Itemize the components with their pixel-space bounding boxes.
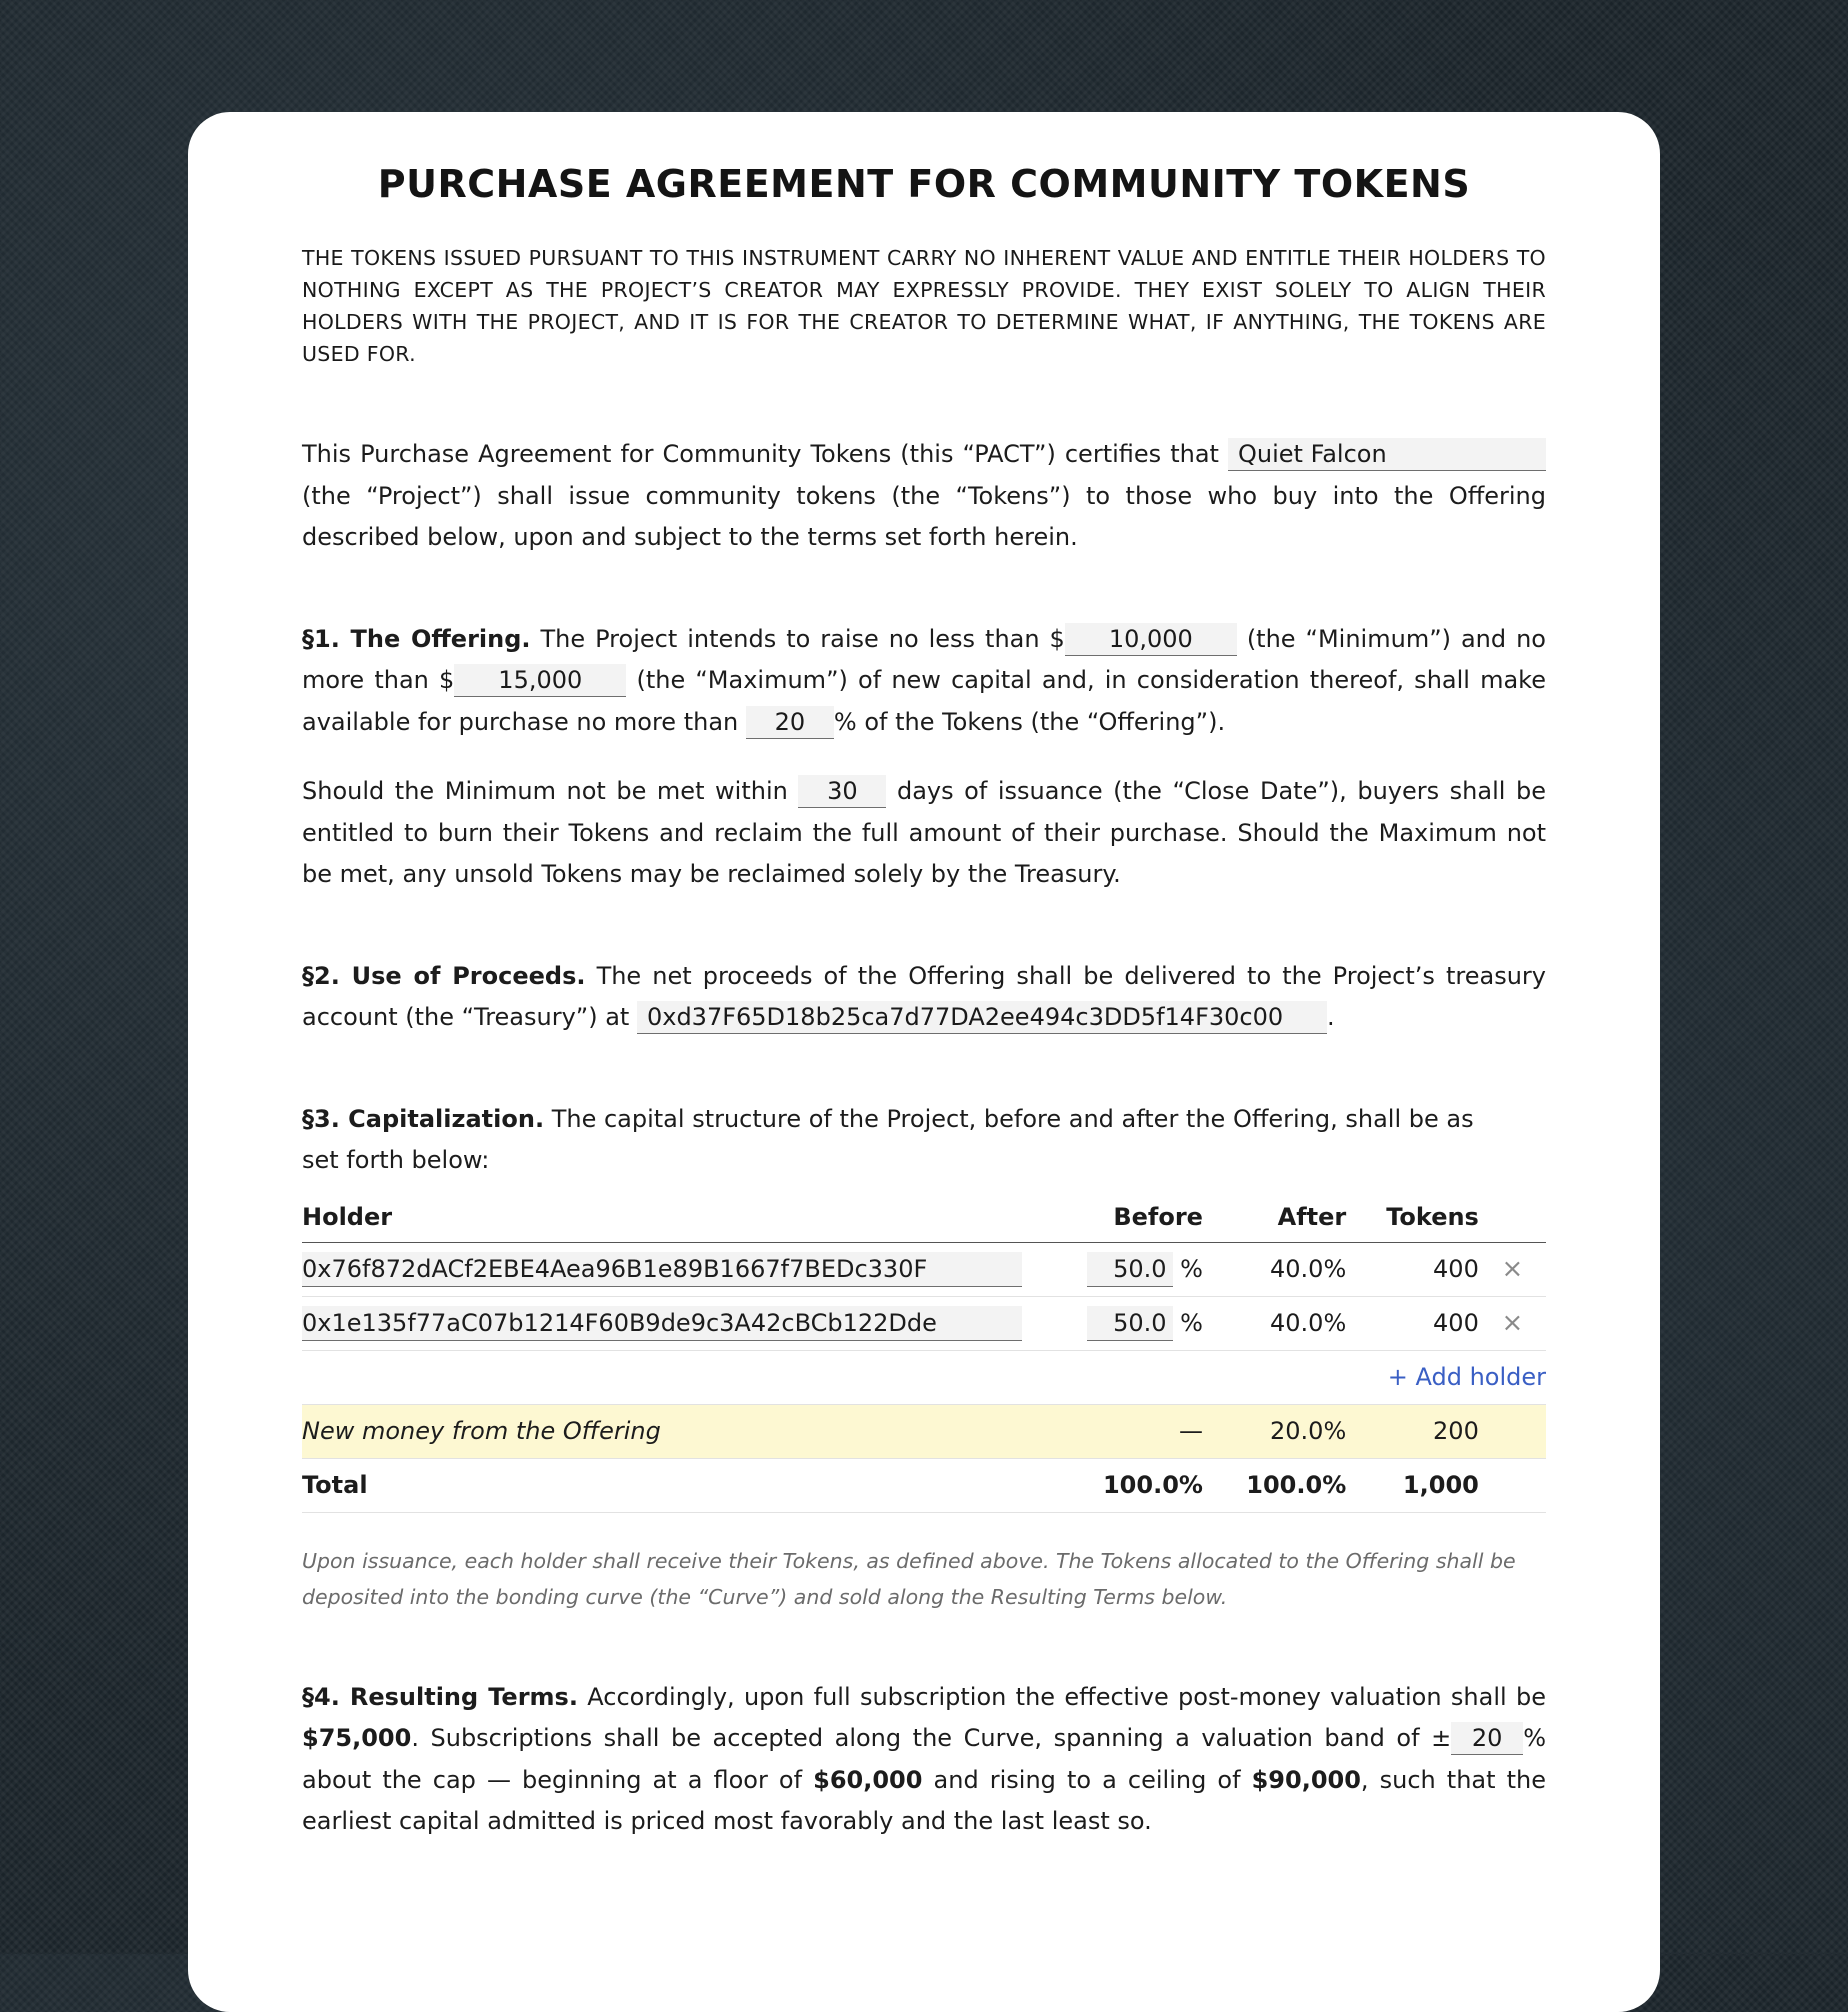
intro-text-before: This Purchase Agreement for Community Tokens (this “PACT”) certifies that <box>302 440 1219 468</box>
proceeds-text-2: . <box>1326 1003 1335 1031</box>
proceeds-text-1: The net proceeds of the Offering shall be delivered to the Project’s treasury account (the “Treasury”) at <box>302 961 1547 1031</box>
percent-sign: % <box>1180 1254 1203 1283</box>
offering-paragraph-2 <box>302 771 1546 896</box>
before-percent-input[interactable]: 50.0 <box>1087 1252 1173 1287</box>
total-actions <box>1479 1458 1546 1512</box>
token-count: 400 <box>1346 1242 1479 1296</box>
section-resulting-terms <box>302 1677 1546 1843</box>
holder-address-input[interactable]: 0x1e135f77aC07b1214F60B9de9c3A42cBCb122Dde <box>302 1306 1022 1341</box>
agreement-card <box>188 112 1660 2012</box>
close-text-1: Should the Minimum not be met within <box>302 777 788 805</box>
terms-text-2: . Subscriptions shall be accepted along the Curve, spanning a valuation band of ± <box>411 1724 1452 1752</box>
remove-holder-icon[interactable]: × <box>1479 1242 1546 1296</box>
section-proceeds <box>302 956 1546 1039</box>
intro-text-after: (the “Project”) shall issue community tokens (the “Tokens”) to those who buy into the Offering described below, upon and subject to the terms set forth herein. <box>302 481 1546 551</box>
total-after: 100.0% <box>1203 1458 1346 1512</box>
section-offering <box>302 619 1546 896</box>
add-holder-row <box>302 1350 1546 1404</box>
treasury-address-field[interactable]: 0xd37F65D18b25ca7d77DA2ee494c3DD5f14F30c00 <box>637 1001 1327 1034</box>
minimum-field[interactable]: 10,000 <box>1065 623 1237 656</box>
add-holder-button[interactable]: + Add holder <box>1387 1363 1546 1391</box>
table-row <box>302 1296 1546 1350</box>
capitalization-note: Upon issuance, each holder shall receive their Tokens, as defined above. The Tokens allocated to the Offering shall be deposited into the bonding curve (the “Curve”) and sold along the Resulting Terms below. <box>302 1548 1516 1609</box>
offering-text-4: % of the Tokens (the “Offering”). <box>833 707 1226 736</box>
valuation-floor: $60,000 <box>813 1765 923 1794</box>
offering-row <box>302 1404 1546 1458</box>
total-tokens: 1,000 <box>1346 1458 1479 1512</box>
before-percent-input[interactable]: 50.0 <box>1087 1306 1173 1341</box>
section-4-heading: §4. Resulting Terms. <box>302 1682 578 1711</box>
column-actions <box>1479 1202 1546 1243</box>
table-row <box>302 1242 1546 1296</box>
maximum-field[interactable]: 15,000 <box>454 664 626 697</box>
section-capitalization <box>302 1099 1546 1615</box>
proceeds-paragraph <box>302 956 1546 1039</box>
total-label: Total <box>302 1458 1087 1512</box>
disclaimer: THE TOKENS ISSUED PURSUANT TO THIS INSTRUMENT CARRY NO INHERENT VALUE AND ENTITLE THEIR HOLDERS TO NOTHING EXCEPT AS THE PROJECT’S CREATOR MAY EXPRESSLY PROVIDE. THEY EXIST SOLELY TO ALIGN THEIR HOLDERS WITH THE PROJECT, AND IT IS FOR THE CREATOR TO DETERMINE WHAT, IF ANYTHING, THE TOKENS ARE USED FOR. <box>302 246 1546 366</box>
total-row <box>302 1458 1546 1512</box>
offering-text-2: (the “Minimum”) and no more than $ <box>302 624 1546 694</box>
offering-paragraph-1 <box>302 619 1546 744</box>
intro-paragraph <box>302 434 1546 559</box>
close-text-2: days of issuance (the “Close Date”), buyers shall be entitled to burn their Tokens and reclaim the full amount of their purchase. Should the Maximum not be met, any unsold Tokens may be reclaimed solely by the Treasury. <box>302 777 1546 888</box>
offering-tokens: 200 <box>1346 1404 1479 1458</box>
terms-text-3: % about the cap — beginning at a floor of <box>302 1724 1546 1794</box>
percent-sign: % <box>1180 1308 1203 1337</box>
terms-text-1: Accordingly, upon full subscription the effective post-money valuation shall be <box>587 1682 1546 1711</box>
valuation-ceiling: $90,000 <box>1251 1765 1361 1794</box>
after-percent: 40.0% <box>1203 1296 1346 1350</box>
offering-text-3: (the “Maximum”) of new capital and, in consideration thereof, shall make available for purchase no more than <box>302 666 1546 736</box>
section-2-heading: §2. Use of Proceeds. <box>302 961 586 990</box>
section-3-heading: §3. Capitalization. <box>302 1104 545 1133</box>
offering-actions <box>1479 1404 1546 1458</box>
token-count: 400 <box>1346 1296 1479 1350</box>
offering-percent-field[interactable]: 20 <box>746 706 834 739</box>
post-money-valuation: $75,000 <box>302 1724 412 1752</box>
page-title: PURCHASE AGREEMENT FOR COMMUNITY TOKENS <box>377 162 1471 206</box>
remove-holder-icon[interactable]: × <box>1479 1296 1546 1350</box>
capitalization-text: The capital structure of the Project, before and after the Offering, shall be as set forth below: <box>302 1104 1474 1174</box>
capitalization-paragraph <box>302 1099 1546 1182</box>
total-before: 100.0% <box>1087 1458 1203 1512</box>
table-header-row <box>302 1202 1546 1243</box>
column-holder: Holder <box>302 1202 1087 1243</box>
section-1-heading: §1. The Offering. <box>302 624 531 653</box>
column-tokens: Tokens <box>1346 1202 1479 1243</box>
column-after: After <box>1203 1202 1346 1243</box>
terms-text-4: and rising to a ceiling of <box>933 1765 1241 1794</box>
resulting-terms-paragraph <box>302 1677 1546 1843</box>
offering-text-1: The Project intends to raise no less than $ <box>540 624 1065 653</box>
offering-before: — <box>1087 1404 1203 1458</box>
holder-address-input[interactable]: 0x76f872dACf2EBE4Aea96B1e89B1667f7BEDc330F <box>302 1252 1022 1287</box>
column-before: Before <box>1087 1202 1203 1243</box>
terms-text-5: , such that the earliest capital admitted is priced most favorably and the last least so. <box>302 1765 1547 1835</box>
project-name-field[interactable]: Quiet Falcon <box>1228 438 1546 471</box>
valuation-band-field[interactable]: 20 <box>1451 1722 1523 1755</box>
close-days-field[interactable]: 30 <box>798 775 886 808</box>
offering-row-label: New money from the Offering <box>302 1404 1087 1458</box>
after-percent: 40.0% <box>1203 1242 1346 1296</box>
offering-after: 20.0% <box>1203 1404 1346 1458</box>
capitalization-table <box>302 1202 1546 1513</box>
